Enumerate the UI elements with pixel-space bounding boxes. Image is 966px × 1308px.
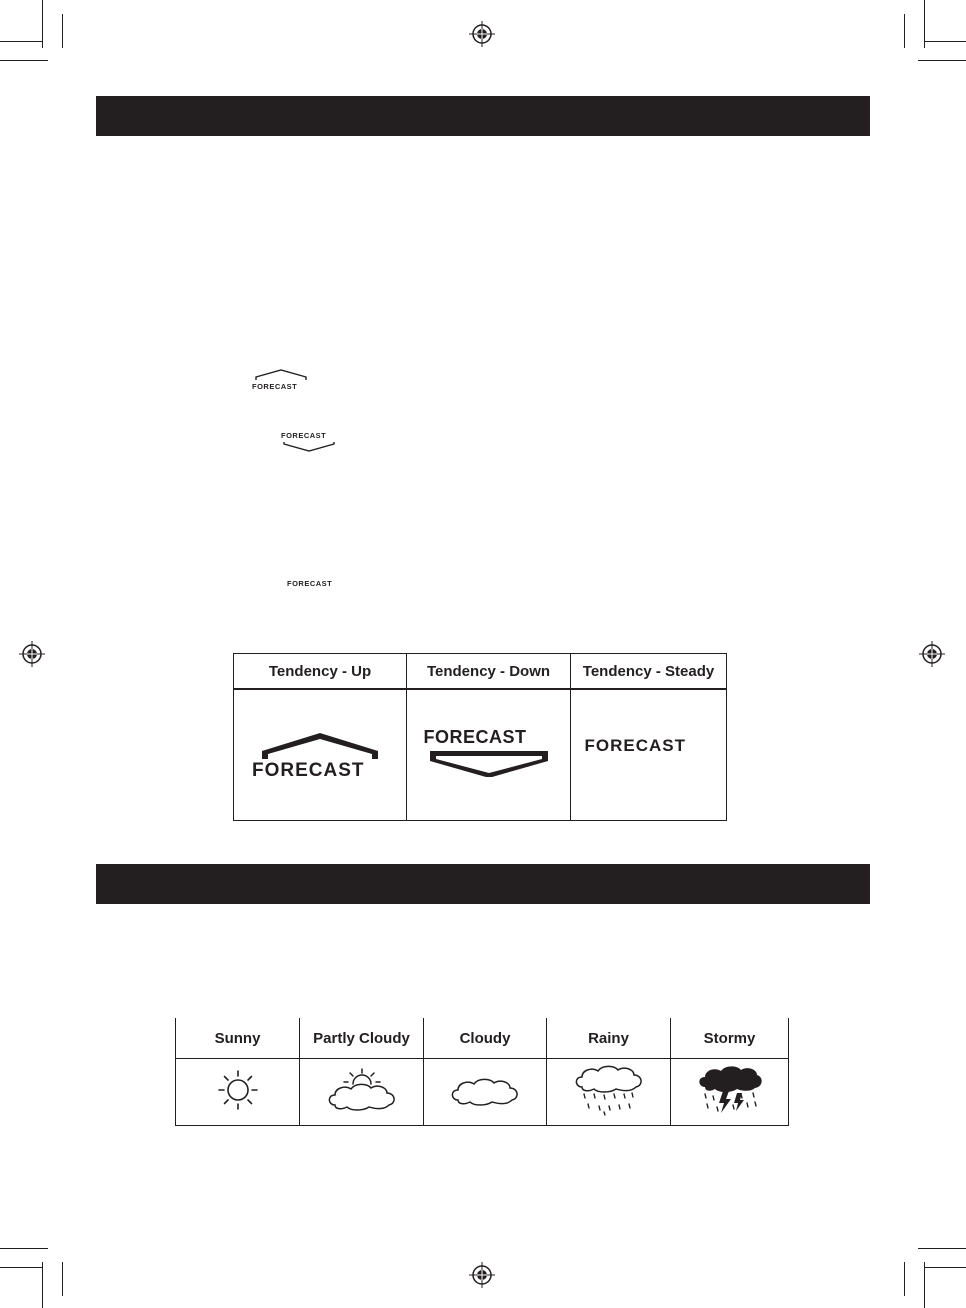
- rainy-cell: [547, 1059, 671, 1126]
- rainy-header: Rainy: [547, 1018, 671, 1059]
- registration-mark-icon: [19, 641, 45, 667]
- registration-mark-icon: [919, 641, 945, 667]
- tendency-steady-cell: [571, 689, 727, 821]
- crop-mark: [0, 60, 48, 61]
- forecast-label: FORECAST: [423, 727, 527, 747]
- crop-mark: [62, 14, 63, 48]
- sun-icon: [216, 1068, 260, 1112]
- crop-mark: [0, 41, 42, 42]
- sunny-header: Sunny: [176, 1018, 300, 1059]
- forecast-label: FORECAST: [281, 431, 327, 440]
- forecast-down-icon: [424, 727, 554, 779]
- crop-mark: [0, 1267, 42, 1268]
- partly-cloudy-cell: [300, 1059, 424, 1126]
- forecast-label: FORECAST: [252, 760, 365, 781]
- forecast-label: FORECAST: [287, 579, 333, 588]
- tendency-steady-header: Tendency - Steady: [571, 654, 727, 690]
- section-header-bar: [96, 864, 870, 904]
- section-header-bar: [96, 96, 870, 136]
- tendency-table: [233, 653, 727, 821]
- inline-forecast-down-icon: [281, 431, 337, 453]
- crop-mark: [0, 1248, 48, 1249]
- cloudy-cell: [424, 1059, 547, 1126]
- crop-mark: [42, 0, 43, 48]
- forecast-label: FORECAST: [584, 736, 686, 755]
- registration-mark-icon: [469, 1262, 495, 1288]
- storm-icon: [697, 1063, 763, 1117]
- forecast-steady-icon: [585, 736, 713, 758]
- forecast-up-icon: [252, 731, 388, 783]
- sunny-cell: [176, 1059, 300, 1126]
- inline-forecast-up-icon: [252, 369, 310, 391]
- crop-mark: [924, 1262, 925, 1308]
- crop-mark: [918, 60, 966, 61]
- tendency-down-header: Tendency - Down: [407, 654, 571, 690]
- crop-mark: [904, 14, 905, 48]
- weather-icon-table: [175, 1018, 789, 1126]
- registration-mark-icon: [469, 21, 495, 47]
- crop-mark: [924, 41, 966, 42]
- stormy-cell: [671, 1059, 789, 1126]
- crop-mark: [924, 1267, 966, 1268]
- forecast-label: FORECAST: [252, 382, 298, 391]
- cloud-icon: [448, 1072, 522, 1108]
- crop-mark: [42, 1262, 43, 1308]
- cloudy-header: Cloudy: [424, 1018, 547, 1059]
- tendency-down-cell: [407, 689, 571, 821]
- tendency-up-header: Tendency - Up: [234, 654, 407, 690]
- inline-forecast-steady-icon: [287, 579, 343, 593]
- crop-mark: [918, 1248, 966, 1249]
- crop-mark: [904, 1262, 905, 1296]
- partly-cloudy-header: Partly Cloudy: [300, 1018, 424, 1059]
- partly-cloudy-icon: [325, 1067, 399, 1113]
- rain-icon: [572, 1063, 646, 1117]
- tendency-up-cell: [234, 689, 407, 821]
- stormy-header: Stormy: [671, 1018, 789, 1059]
- crop-mark: [62, 1262, 63, 1296]
